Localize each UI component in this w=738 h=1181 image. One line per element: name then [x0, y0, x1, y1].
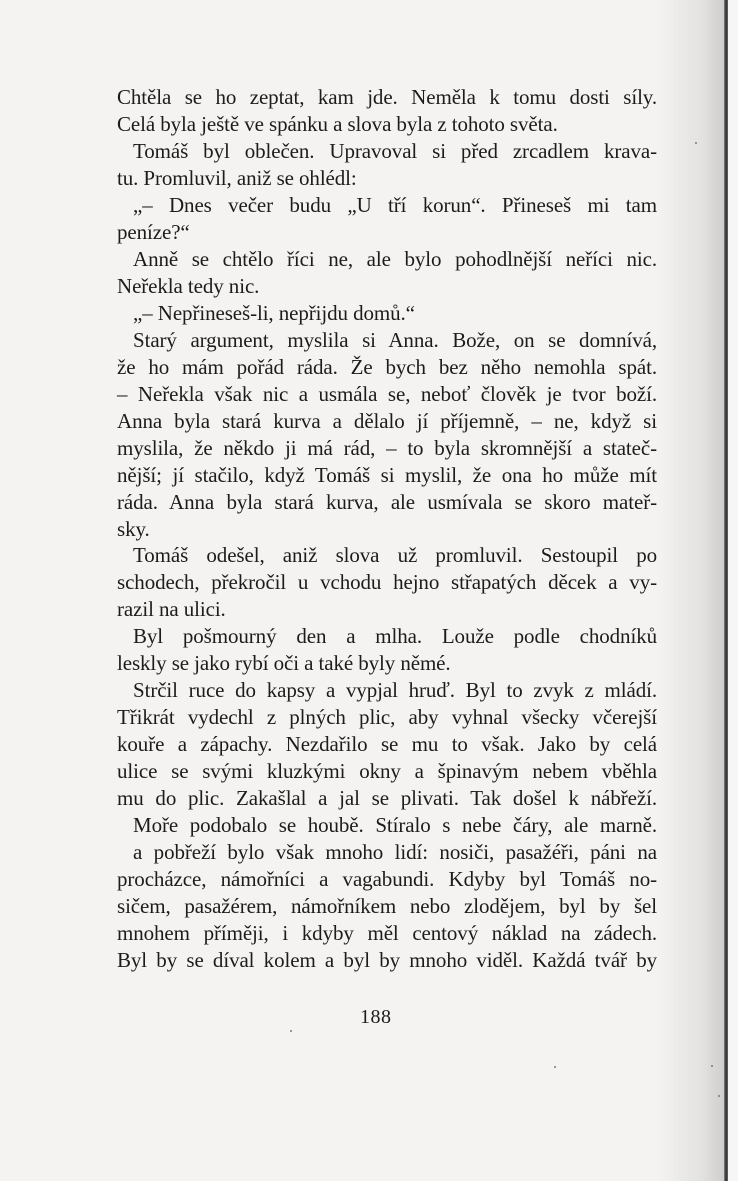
text-line: mu do plic. Zakašlal a jal se plivati. Tak došel k nábřeží.: [117, 786, 657, 811]
text-line: Anna byla stará kurva a dělalo jí příjemně, – ne, když si: [117, 408, 657, 433]
text-line: mnohem příměji, i kdyby měl centový náklad na zádech.: [117, 921, 657, 946]
paper-speck: [711, 1065, 713, 1067]
text-line: tu. Promluvil, aniž se ohlédl:: [117, 165, 357, 190]
paper-speck: [695, 142, 697, 144]
paper-speck: [718, 1095, 720, 1097]
text-line: Moře podobalo se houbě. Stíralo s nebe čáry, ale marně.: [133, 813, 657, 838]
text-line: Strčil ruce do kapsy a vypjal hruď. Byl to zvyk z mládí.: [133, 678, 657, 703]
text-line: – Neřekla však nic a usmála se, neboť člověk je tvor boží.: [117, 381, 657, 406]
text-line: leskly se jako rybí oči a také byly němé.: [117, 651, 451, 676]
text-line: sky.: [117, 516, 150, 541]
text-line: ulice se svými kluzkými okny a špinavým nebem vběhla: [117, 759, 657, 784]
text-line: Anně se chtělo říci ne, ale bylo pohodlnější neříci nic.: [133, 246, 657, 271]
text-line: Neřekla tedy nic.: [117, 273, 260, 298]
page-number: 188: [360, 1006, 392, 1028]
text-line: myslila, že někdo ji má rád, – to byla skromnější a stateč-: [117, 435, 657, 460]
text-line: Tomáš odešel, aniž slova už promluvil. Sestoupil po: [133, 543, 657, 568]
text-line: Tomáš byl oblečen. Upravoval si před zrcadlem krava-: [133, 138, 657, 163]
body-text: [117, 84, 657, 974]
text-line: Byl pošmourný den a mlha. Louže podle chodníků: [133, 624, 657, 649]
text-line: schodech, překročil u vchodu hejno střapatých děcek a vy-: [117, 570, 657, 595]
text-line: „– Nepřineseš-li, nepřijdu domů.“: [133, 300, 415, 325]
paper-speck: [290, 1030, 292, 1032]
text-line: Byl by se díval kolem a byl by mnoho viděl. Každá tvář by: [117, 948, 657, 972]
text-line: ráda. Anna byla stará kurva, ale usmívala se skoro mateř-: [117, 489, 657, 514]
text-line: procházce, námořníci a vagabundi. Kdyby byl Tomáš no-: [117, 867, 657, 892]
text-line: Starý argument, myslila si Anna. Bože, on se domnívá,: [133, 327, 657, 352]
text-line: Chtěla se ho zeptat, kam jde. Neměla k tomu dosti síly.: [117, 85, 657, 109]
page-edge-margin: [728, 0, 738, 1181]
text-line: Třikrát vydechl z plných plic, aby vyhnal všecky včerejší: [117, 705, 657, 730]
text-line: a pobřeží bylo však mnoho lidí: nosiči, pasažéři, páni na: [133, 840, 657, 865]
text-line: nější; jí stačilo, když Tomáš si myslil, že ona ho může mít: [117, 462, 657, 487]
text-line: Celá byla ještě ve spánku a slova byla z tohoto světa.: [117, 111, 558, 136]
text-line: „– Dnes večer budu „U tří korun“. Přineseš mi tam: [133, 192, 657, 217]
text-line: peníze?“: [117, 219, 190, 244]
text-line: razil na ulici.: [117, 597, 226, 622]
paper-speck: [554, 1066, 556, 1068]
text-line: sičem, pasažérem, námořníkem nebo zlodějem, byl by šel: [117, 894, 657, 919]
text-line: že ho mám pořád ráda. Že bych bez něho nemohla spát.: [117, 354, 657, 379]
text-line: kouře a zápachy. Nezdařilo se mu to však. Jako by celá: [117, 732, 657, 757]
